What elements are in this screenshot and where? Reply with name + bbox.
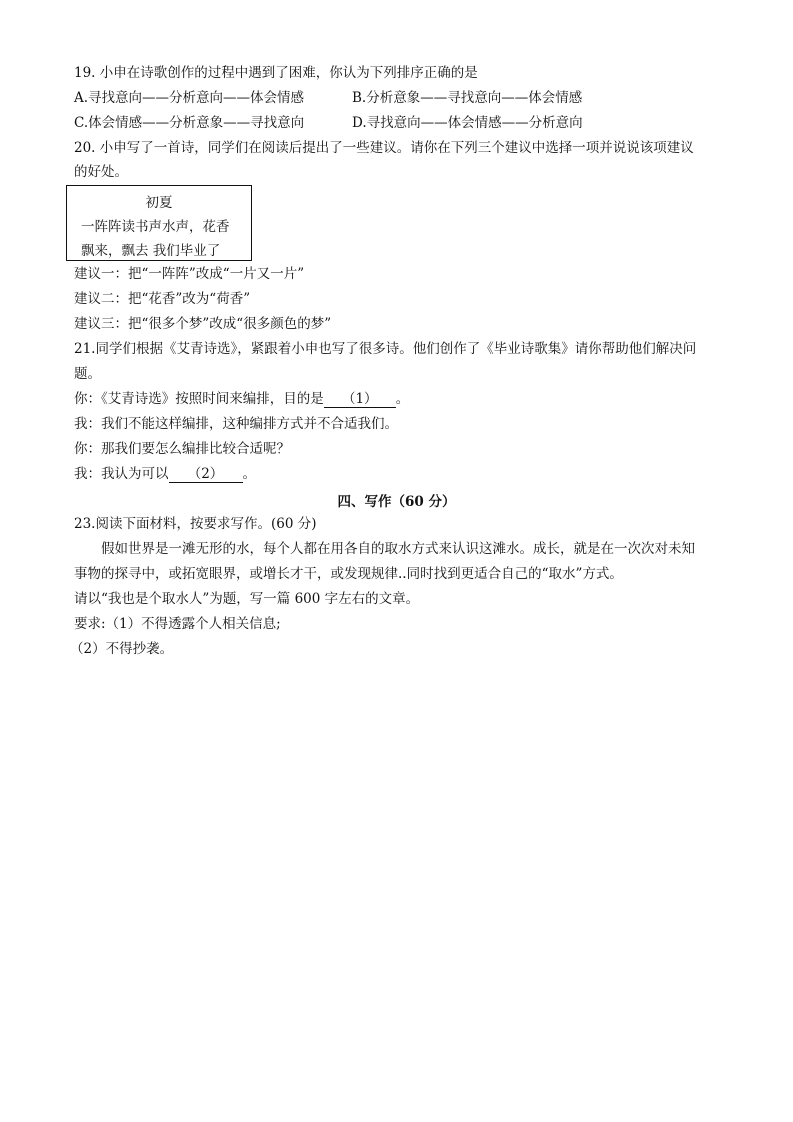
q21-dialogue-1-suffix: 。 [395, 391, 410, 407]
poem-line-1: 一阵阵读书声水声，花香 [81, 219, 230, 235]
q23-material-line-1: 假如世界是一滩无形的水，每个人都在用各自的取水方式来认识这滩水。成长，就是在一次次对未知 [101, 541, 695, 557]
q19-option-b: B.分析意象——寻找意向——体会情感 [352, 90, 583, 106]
q23-material-line-2: 事物的探寻中，或拓宽眼界，或增长才干，或发现规律..同时找到更适合自己的“取水”方式。 [74, 566, 623, 582]
q20-suggestion-1: 建议一：把“一阵阵”改成“一片又一片” [74, 266, 305, 282]
q21-stem-line-2: 题。 [74, 366, 101, 382]
q20-suggestion-3: 建议三：把“很多个梦”改成“很多颜色的梦” [74, 316, 332, 332]
q19-options-row-2 [74, 114, 583, 132]
q23-requirement-1: 要求:（1）不得透露个人相关信息; [74, 616, 281, 632]
q23-requirement-2: （2）不得抄袭。 [70, 641, 174, 657]
poem-title: 初夏 [145, 195, 173, 211]
q21-stem-line-1: 21.同学们根据《艾青诗选》，紧跟着小申也写了很多诗。他们创作了《毕业诗歌集》请你帮助他们解决问 [74, 341, 697, 357]
answer-blank-2[interactable]: （2） [169, 467, 243, 483]
q19-options-row-1 [74, 89, 582, 107]
section-title-writing: 四、写作（60 分） [337, 494, 456, 510]
q19-stem: 19. 小申在诗歌创作的过程中遇到了困难，你认为下列排序正确的是 [74, 65, 478, 81]
poem-box [66, 185, 252, 261]
q23-prompt: 请以“我也是个取水人”为题，写一篇 600 字左右的文章。 [74, 591, 420, 607]
q20-stem-line-1: 20. 小申写了一首诗，同学们在阅读后提出了一些建议。请你在下列三个建议中选择一项并说说该项建议 [74, 140, 694, 156]
q21-dialogue-2: 我：我们不能这样编排，这种编排方式并不合适我们。 [74, 416, 398, 432]
q21-dialogue-1-prefix: 你：《艾青诗选》按照时间来编排，目的是 [74, 391, 324, 407]
q21-dialogue-4-prefix: 我：我认为可以 [74, 466, 169, 482]
q19-option-c: C.体会情感——分析意象——寻找意向 [74, 115, 305, 131]
q20-stem-line-2: 的好处。 [74, 164, 128, 180]
q20-suggestion-2: 建议二：把“花香”改为“荷香” [74, 291, 251, 307]
q19-option-a: A.寻找意向——分析意向——体会情感 [74, 90, 305, 106]
q19-option-d: D.寻找意向——体会情感——分析意向 [352, 115, 583, 131]
q21-dialogue-1 [74, 390, 409, 408]
q21-dialogue-4 [74, 465, 256, 483]
poem-line-2: 飘来，飘去 我们毕业了 [81, 243, 221, 259]
q21-dialogue-3: 你：那我们要怎么编排比较合适呢？ [74, 441, 290, 457]
q23-stem: 23.阅读下面材料，按要求写作。(60 分) [74, 516, 317, 532]
q21-dialogue-4-suffix: 。 [242, 466, 256, 482]
answer-blank-1[interactable]: （1） [324, 392, 396, 408]
